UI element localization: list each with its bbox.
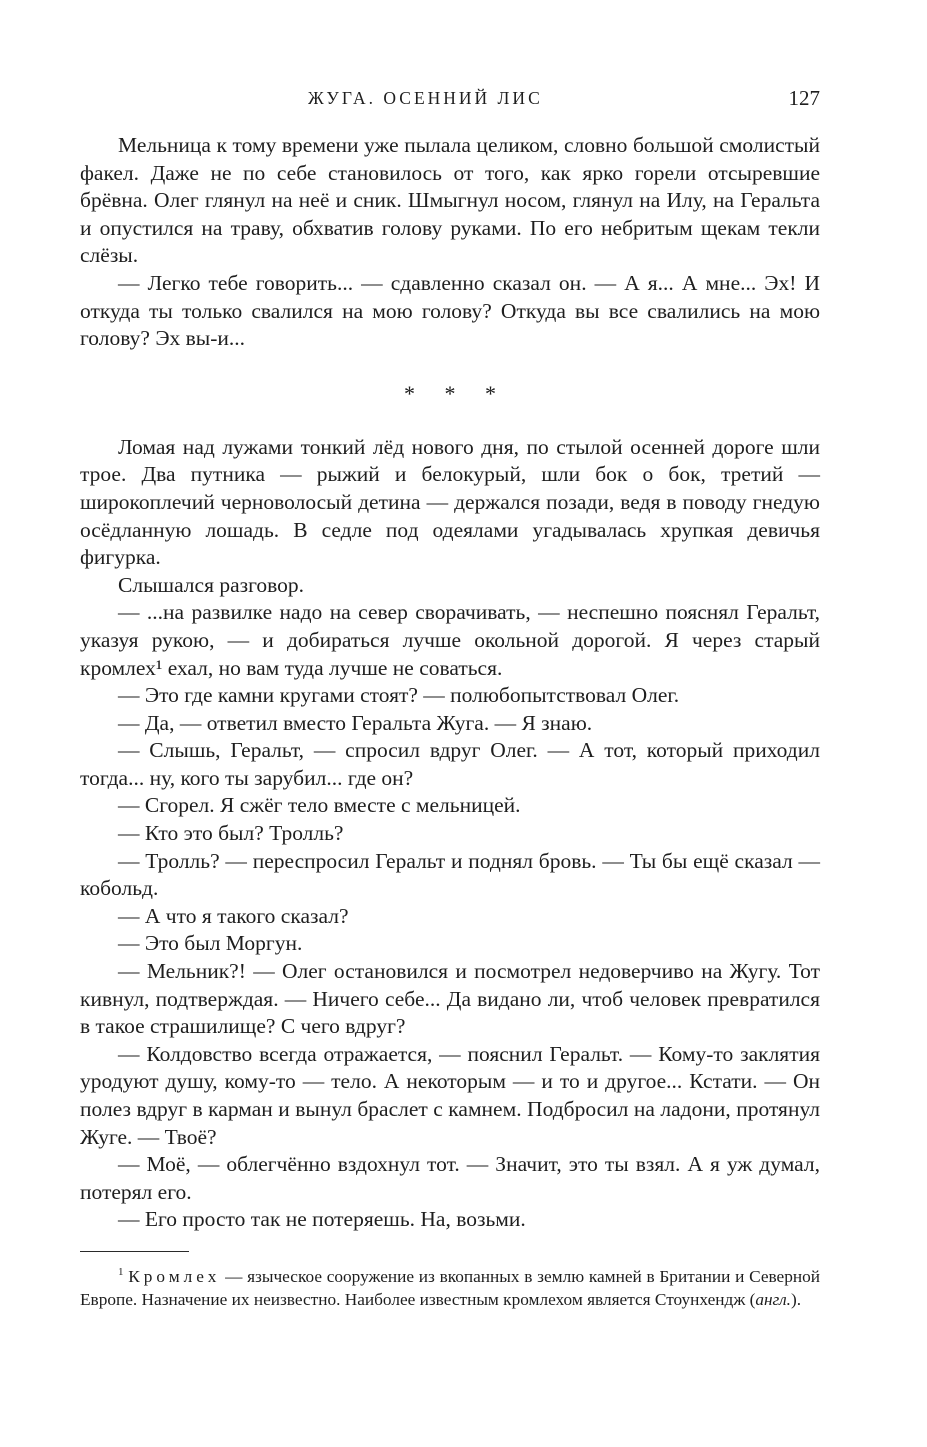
paragraph: — Его просто так не потеряешь. На, возьми. [118, 1207, 526, 1232]
paragraph: — Мельник?! — Олег остановился и посмотрел недоверчиво на Жугу. Тот кивнул, подтверждая. — Ничего себе... Да видано ли, чтоб человек превратился в такое страшилище? С чего вдруг? [80, 959, 820, 1039]
body-text [80, 132, 820, 1234]
paragraph: — А что я такого сказал? [118, 903, 349, 928]
paragraph: — Кто это был? Тролль? [118, 821, 344, 846]
page-number: 127 [788, 86, 820, 110]
running-title: ЖУГА. ОСЕННИЙ ЛИС [308, 88, 543, 108]
paragraph: — Колдовство всегда отражается, — пояснил Геральт. — Кому-то заклятия уродуют душу, кому-то — тело. А некоторым — и то и другое... Кстати. — Он полез вдруг в карман и вынул браслет с камнем. Подбросил на ладони, протянул Жуге. — Твоё? [80, 1041, 820, 1149]
paragraph: Ломая над лужами тонкий лёд нового дня, по стылой осенней дороге шли трое. Два путника — рыжий и белокурый, шли бок о бок, третий — широкоплечий черноволосый детина — держался позади, ведя в поводу гнедую осёдланную лошадь. В седле под одеялами угадывалась хрупкая девичья фигурка. [80, 434, 820, 570]
paragraph: Мельница к тому времени уже пылала целиком, словно большой смолистый факел. Даже не по себе становилось от того, как ярко горели отсыревшие брёвна. Олег глянул на неё и сник. Шмыгнул носом, глянул на Илу, на Геральта и опустился на траву, обхватив голову руками. По его небритым щекам текли слёзы. [80, 133, 820, 268]
paragraph: — Тролль? — переспросил Геральт и поднял бровь. — Ты бы ещё сказал — кобольд. [80, 848, 820, 901]
paragraph: — Это где камни кругами стоят? — полюбопытствовал Олег. [118, 683, 680, 708]
section-break: * * * [404, 380, 508, 406]
footnote-rule [80, 1251, 189, 1252]
footnote-closing: ). [790, 1290, 802, 1309]
page-header [80, 86, 820, 120]
footnote-marker: 1 [118, 1266, 124, 1279]
footnote-text: — языческое сооружение из вкопанных в землю камней в Британии и Северной Европе. Назначение их неизвестно. Наиболее известным кромлехом является Стоунхендж ( [80, 1267, 820, 1309]
footnote [80, 1265, 820, 1311]
paragraph: — Это был Моргун. [118, 931, 303, 956]
footnote-term: Кромлех [128, 1267, 221, 1286]
footnote-language-note: англ. [755, 1290, 791, 1309]
paragraph: — Да, — ответил вместо Геральта Жуга. — Я знаю. [118, 710, 593, 735]
paragraph: Слышался разговор. [118, 572, 305, 597]
paragraph: — Моё, — облегчённо вздохнул тот. — Значит, это ты взял. А я уж думал, потерял его. [80, 1152, 820, 1204]
paragraph: — Сгорел. Я сжёг тело вместе с мельницей. [118, 793, 521, 818]
paragraph: — Слышь, Геральт, — спросил вдруг Олег. — А тот, который приходил тогда... ну, кого ты зарубил... где он? [80, 738, 820, 790]
paragraph: — Легко тебе говорить... — сдавленно сказал он. — А я... А мне... Эх! И откуда ты только свалился на мою голову? Откуда вы все свалились на мою голову? Эх вы-и... [80, 270, 820, 351]
paragraph: — ...на развилке надо на север сворачивать, — неспешно пояснял Геральт, указуя рукою, — и добираться лучше окольной дорогой. Я через старый кромлех¹ ехал, но вам туда лучше не соваться. [80, 600, 820, 680]
